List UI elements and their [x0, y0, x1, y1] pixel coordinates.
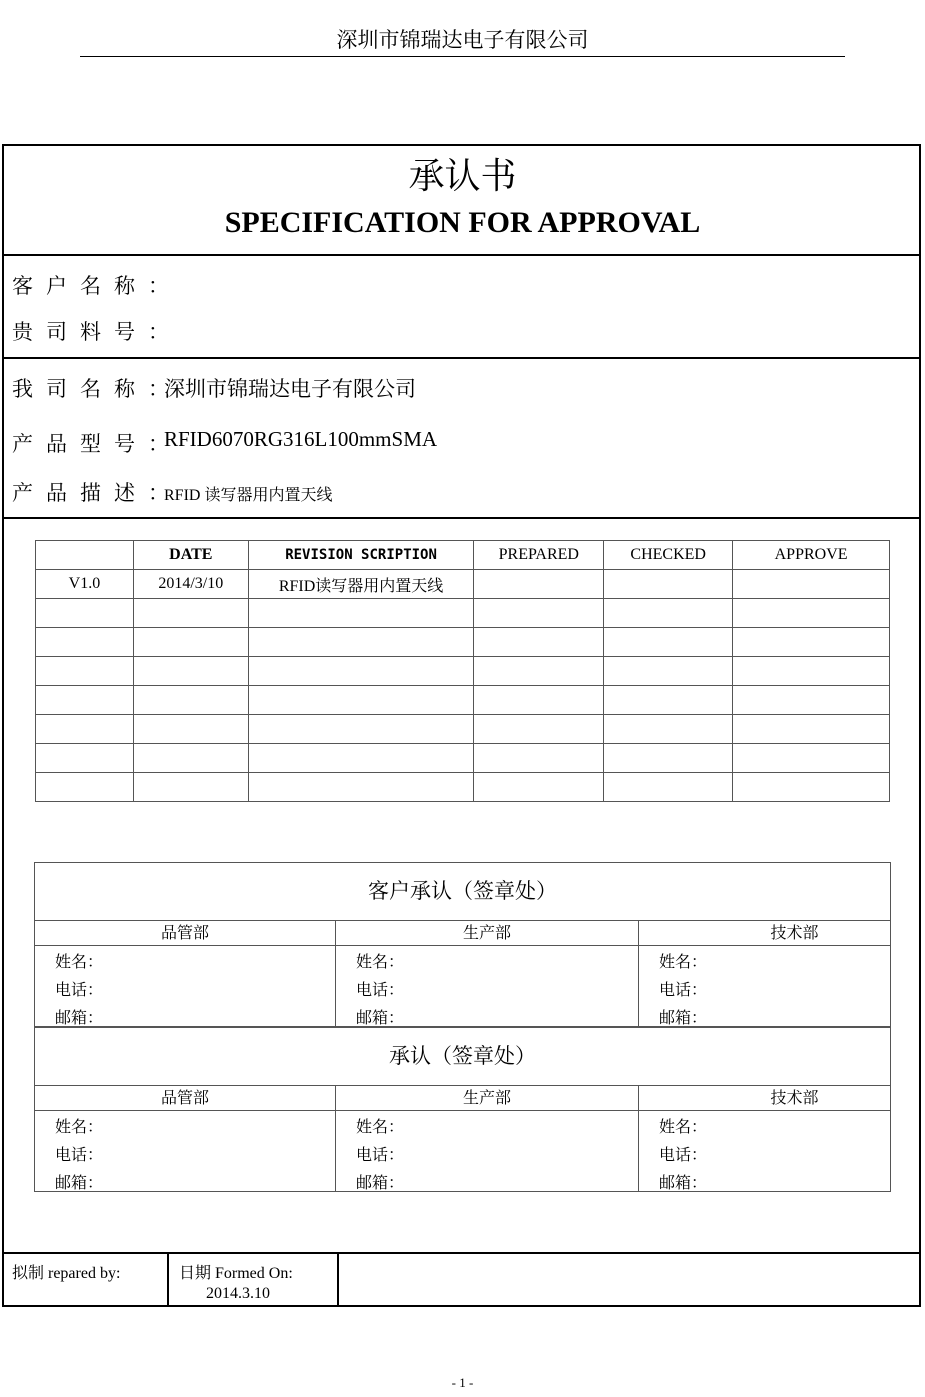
- name-field-label: 姓名：: [659, 1117, 708, 1136]
- phone-field-label: 电话：: [55, 980, 104, 999]
- product-model-value: RFID6070RG316L100mmSMA: [164, 427, 438, 451]
- department-header-row: [35, 921, 890, 946]
- name-field-label: 姓名：: [55, 1117, 104, 1136]
- footer-divider: [167, 1252, 169, 1307]
- header-cell-checked: CHECKED: [604, 541, 733, 570]
- page-number: - 1 -: [451, 1375, 474, 1390]
- prepared-by-label: 拟制 repared by:: [12, 1265, 121, 1282]
- table-cell: [36, 715, 134, 744]
- table-cell: [36, 657, 134, 686]
- our-approval-title: 承认（签章处）: [35, 1028, 890, 1086]
- phone-field-label: 电话：: [356, 980, 405, 999]
- table-row: [36, 686, 890, 715]
- contact-fields-production: [336, 1111, 639, 1191]
- email-field-label: 邮箱：: [55, 1008, 104, 1027]
- table-cell: [733, 744, 890, 773]
- formed-on-date: 2014.3.10: [206, 1285, 270, 1302]
- table-cell: [733, 657, 890, 686]
- table-cell: [248, 628, 474, 657]
- table-cell: 2014/3/10: [133, 570, 248, 599]
- table-cell: [604, 599, 733, 628]
- contact-fields-quality: [35, 946, 336, 1026]
- table-cell: [133, 599, 248, 628]
- email-field-label: 邮箱：: [356, 1008, 405, 1027]
- table-cell: [36, 599, 134, 628]
- table-cell: [133, 657, 248, 686]
- dept-production: 生产部: [336, 921, 639, 945]
- customer-approval-title: 客户承认（签章处）: [35, 863, 890, 921]
- divider: [4, 357, 919, 359]
- table-row: [36, 744, 890, 773]
- header-cell: [36, 541, 134, 570]
- table-row: [36, 773, 890, 802]
- formed-on-label: 日期 Formed On:: [179, 1265, 293, 1282]
- header-cell-prepared: PREPARED: [474, 541, 604, 570]
- header-cell-date: DATE: [133, 541, 248, 570]
- table-cell: [474, 715, 604, 744]
- table-cell: [604, 744, 733, 773]
- table-cell: [36, 773, 134, 802]
- table-cell: V1.0: [36, 570, 134, 599]
- customer-part-label: 贵司料号：: [12, 320, 182, 344]
- table-cell: [733, 773, 890, 802]
- table-row: [36, 715, 890, 744]
- table-cell: [474, 570, 604, 599]
- contact-fields-technical: [639, 1111, 890, 1191]
- table-cell: [733, 715, 890, 744]
- product-desc-label: 产品描述：: [12, 481, 182, 505]
- table-cell: [604, 570, 733, 599]
- revision-table: [35, 540, 890, 802]
- contact-fields-row: [35, 946, 890, 1026]
- table-cell: [604, 686, 733, 715]
- header-divider: [80, 56, 845, 57]
- company-header: 深圳市锦瑞达电子有限公司: [336, 28, 589, 52]
- table-cell: RFID读写器用内置天线: [248, 570, 474, 599]
- title-english: SPECIFICATION FOR APPROVAL: [224, 206, 701, 239]
- header-cell-approve: APPROVE: [733, 541, 890, 570]
- phone-field-label: 电话：: [55, 1145, 104, 1164]
- divider: [4, 517, 919, 519]
- table-cell: [604, 628, 733, 657]
- customer-approval-block: [34, 862, 891, 1027]
- footer-divider: [337, 1252, 339, 1307]
- table-cell: [133, 744, 248, 773]
- dept-quality: 品管部: [35, 921, 336, 945]
- table-cell: [474, 628, 604, 657]
- table-row: [36, 570, 890, 599]
- name-field-label: 姓名：: [659, 952, 708, 971]
- title-chinese: 承认书: [408, 156, 517, 197]
- table-cell: [733, 570, 890, 599]
- dept-production: 生产部: [336, 1086, 639, 1110]
- divider: [4, 254, 919, 256]
- table-cell: [474, 657, 604, 686]
- contact-fields-quality: [35, 1111, 336, 1191]
- table-cell: [248, 686, 474, 715]
- table-cell: [733, 686, 890, 715]
- table-cell: [248, 744, 474, 773]
- table-cell: [133, 715, 248, 744]
- name-field-label: 姓名：: [356, 1117, 405, 1136]
- table-cell: [36, 686, 134, 715]
- table-cell: [474, 686, 604, 715]
- table-cell: [133, 628, 248, 657]
- header-cell-revision: REVISION SCRIPTION: [248, 541, 474, 570]
- name-field-label: 姓名：: [356, 952, 405, 971]
- table-cell: [474, 773, 604, 802]
- table-row: [36, 599, 890, 628]
- dept-quality: 品管部: [35, 1086, 336, 1110]
- our-approval-block: [34, 1027, 891, 1192]
- divider: [4, 1252, 919, 1254]
- contact-fields-row: [35, 1111, 890, 1191]
- table-row: [36, 657, 890, 686]
- dept-technical: 技术部: [770, 923, 819, 942]
- table-cell: [604, 773, 733, 802]
- our-name-label: 我司名称：: [12, 377, 182, 401]
- table-cell: [604, 715, 733, 744]
- phone-field-label: 电话：: [659, 1145, 708, 1164]
- table-cell: [36, 744, 134, 773]
- table-cell: [133, 686, 248, 715]
- email-field-label: 邮箱：: [659, 1008, 708, 1027]
- table-cell: [733, 599, 890, 628]
- table-cell: [604, 657, 733, 686]
- department-header-row: [35, 1086, 890, 1111]
- table-cell: [248, 715, 474, 744]
- email-field-label: 邮箱：: [55, 1173, 104, 1192]
- contact-fields-production: [336, 946, 639, 1026]
- contact-fields-technical: [639, 946, 890, 1026]
- table-cell: [248, 773, 474, 802]
- email-field-label: 邮箱：: [356, 1173, 405, 1192]
- name-field-label: 姓名：: [55, 952, 104, 971]
- table-cell: [474, 744, 604, 773]
- table-row: [36, 628, 890, 657]
- table-cell: [733, 628, 890, 657]
- product-desc-value: RFID 读写器用内置天线: [164, 487, 333, 504]
- dept-technical: 技术部: [770, 1088, 819, 1107]
- table-cell: [474, 599, 604, 628]
- phone-field-label: 电话：: [356, 1145, 405, 1164]
- table-cell: [36, 628, 134, 657]
- customer-name-label: 客户名称：: [12, 274, 182, 298]
- product-model-label: 产品型号：: [12, 432, 182, 456]
- our-name-value: 深圳市锦瑞达电子有限公司: [164, 377, 416, 401]
- table-cell: [133, 773, 248, 802]
- table-cell: [248, 599, 474, 628]
- table-cell: [248, 657, 474, 686]
- phone-field-label: 电话：: [659, 980, 708, 999]
- email-field-label: 邮箱：: [659, 1173, 708, 1192]
- table-header-row: [36, 541, 890, 570]
